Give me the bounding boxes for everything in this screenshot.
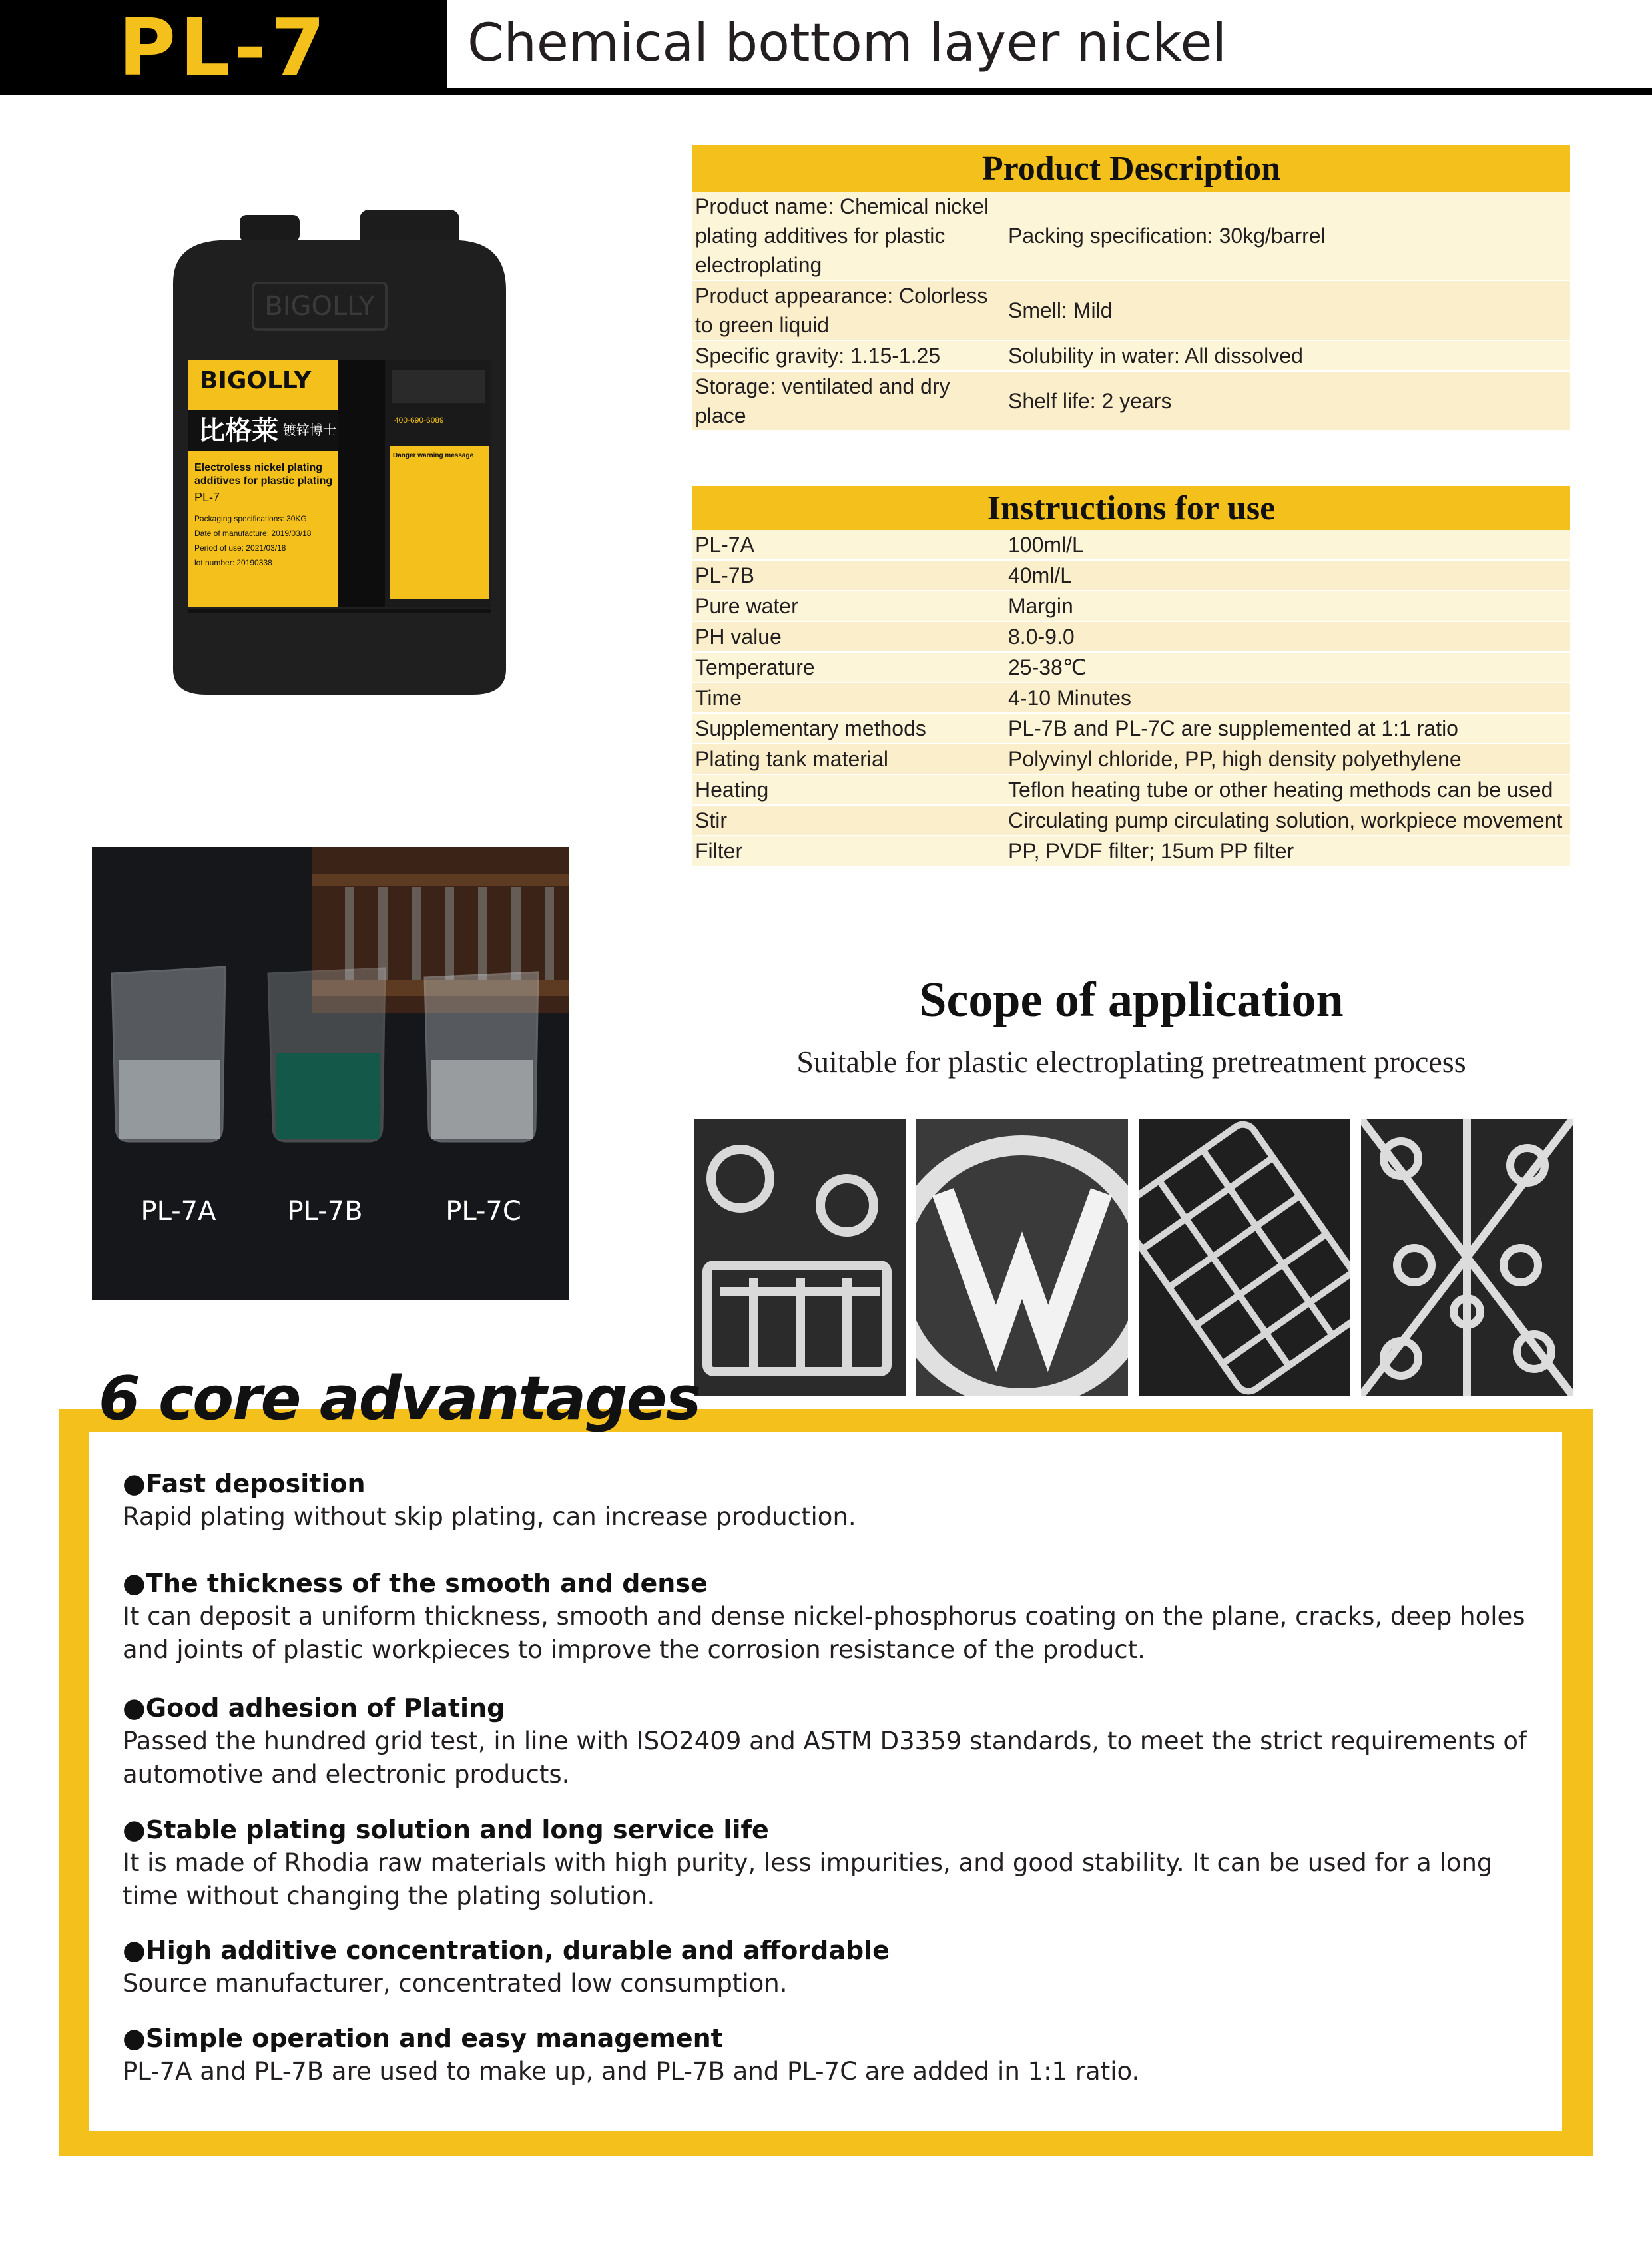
advantage-item xyxy=(123,1467,1534,1534)
canister-brand: BIGOLLY xyxy=(200,367,312,394)
table-row xyxy=(692,560,1570,591)
beaker-label-b: PL-7B xyxy=(287,1196,363,1227)
table-cell: Solubility in water: All dissolved xyxy=(1005,340,1570,371)
instructions-title: Instructions for use xyxy=(692,486,1570,530)
table-row xyxy=(692,280,1570,340)
scope-title: Scope of application xyxy=(919,973,1344,1027)
bullet-icon: ● xyxy=(123,1935,146,1966)
advantage-text: PL-7A and PL-7B are used to make up, and PL-7B and PL-7C are added in 1:1 ratio. xyxy=(123,2057,1140,2086)
canister-manufacture-date: Date of manufacture: 2019/03/18 xyxy=(194,529,312,538)
table-cell: Heating xyxy=(692,774,1005,805)
advantage-text: Passed the hundred grid test, in line with ISO2409 and ASTM D3359 standards, to meet the strict requirements of automotive and electronic products. xyxy=(123,1727,1527,1789)
header-rule xyxy=(447,88,1652,95)
product-code: PL-7 xyxy=(118,1,330,93)
table-cell: Filter xyxy=(692,836,1005,866)
plated-parts-photo-3 xyxy=(1139,1119,1350,1396)
table-row xyxy=(692,713,1570,744)
advantage-text: Rapid plating without skip plating, can increase production. xyxy=(123,1502,856,1531)
table-cell: Shelf life: 2 years xyxy=(1005,371,1570,430)
table-cell: Supplementary methods xyxy=(692,713,1005,744)
canister-product-line2: additives for plastic plating xyxy=(194,475,333,487)
product-description-table xyxy=(692,145,1570,430)
bullet-icon: ● xyxy=(123,1693,146,1723)
canister-model: PL-7 xyxy=(194,491,220,504)
table-row xyxy=(692,371,1570,430)
scope-subtitle: Suitable for plastic electroplating pretreatment process xyxy=(796,1045,1466,1079)
canister-packaging: Packaging specifications: 30KG xyxy=(194,514,307,523)
plated-parts-photo-4 xyxy=(1361,1119,1573,1396)
table-cell: Stir xyxy=(692,805,1005,836)
table-cell: Temperature xyxy=(692,652,1005,683)
table-row xyxy=(692,836,1570,866)
advantage-text: It is made of Rhodia raw materials with high purity, less impurities, and good stability. It can be used for a long time without changing the plating solution. xyxy=(123,1848,1493,1910)
table-cell: Product name: Chemical nickel plating additives for plastic electroplating xyxy=(695,194,989,277)
table-row xyxy=(692,744,1570,774)
table-row xyxy=(692,192,1570,280)
canister-lot: lot number: 20190338 xyxy=(194,558,272,567)
bullet-icon: ● xyxy=(123,1815,146,1845)
advantage-item xyxy=(123,1813,1534,1913)
advantage-text: Source manufacturer, concentrated low consumption. xyxy=(123,1969,788,1998)
advantage-heading: High additive concentration, durable and affordable xyxy=(145,1936,890,1965)
table-cell: PL-7A xyxy=(695,533,754,557)
table-row xyxy=(692,530,1570,560)
beakers-photo xyxy=(92,847,569,1300)
table-cell: Smell: Mild xyxy=(1005,280,1570,340)
canister-phone: 400-690-6089 xyxy=(394,416,444,425)
table-cell: Specific gravity: 1.15-1.25 xyxy=(692,340,1005,371)
advantages-title: 6 core advantages xyxy=(99,1364,700,1434)
table-cell: PL-7B and PL-7C are supplemented at 1:1 ratio xyxy=(1005,713,1570,744)
table-cell: Pure water xyxy=(692,591,1005,621)
table-row xyxy=(692,591,1570,621)
advantage-item xyxy=(123,1691,1534,1791)
plated-parts-photo-1 xyxy=(694,1119,906,1396)
advantage-heading: Fast deposition xyxy=(145,1469,366,1498)
advantage-item xyxy=(123,1934,1534,2000)
plated-parts-photo-2 xyxy=(916,1119,1128,1396)
table-row xyxy=(692,805,1570,836)
advantage-item xyxy=(123,2022,1534,2088)
canister-embossed-brand: BIGOLLY xyxy=(264,291,375,322)
product-canister-image xyxy=(160,210,519,696)
bullet-icon: ● xyxy=(123,1468,146,1499)
bullet-icon: ● xyxy=(123,1568,146,1599)
advantage-heading: Simple operation and easy management xyxy=(145,2024,723,2053)
table-cell: Circulating pump circulating solution, workpiece movement xyxy=(1005,805,1570,836)
table-row xyxy=(692,652,1570,683)
table-cell: 8.0-9.0 xyxy=(1005,621,1570,652)
table-cell: Packing specification: 30kg/barrel xyxy=(1008,224,1326,248)
bullet-icon: ● xyxy=(123,2023,146,2054)
table-cell: 25-38℃ xyxy=(1005,652,1570,683)
table-cell: Time xyxy=(692,683,1005,713)
advantage-heading: Good adhesion of Plating xyxy=(145,1693,505,1723)
instructions-table xyxy=(692,486,1570,866)
table-cell: Teflon heating tube or other heating methods can be used xyxy=(1005,774,1570,805)
canister-product-line1: Electroless nickel plating xyxy=(194,462,323,473)
advantage-item xyxy=(123,1567,1534,1667)
table-cell: Margin xyxy=(1005,591,1570,621)
beaker-label-a: PL-7A xyxy=(140,1196,216,1227)
table-row xyxy=(692,774,1570,805)
canister-chinese-name: 比格莱 xyxy=(198,416,278,446)
table-row xyxy=(692,340,1570,371)
table-cell: 100ml/L xyxy=(1008,533,1084,557)
canister-period: Period of use: 2021/03/18 xyxy=(194,543,286,553)
table-cell: PP, PVDF filter; 15um PP filter xyxy=(1005,836,1570,866)
advantage-text: It can deposit a uniform thickness, smooth and dense nickel-phosphorus coating on the plane, cracks, deep holes and joints of plastic workpieces to improve the corrosion resistance of the product. xyxy=(123,1602,1525,1664)
table-cell: Polyvinyl chloride, PP, high density polyethylene xyxy=(1005,744,1570,774)
table-cell: PH value xyxy=(692,621,1005,652)
page-title: Chemical bottom layer nickel xyxy=(467,13,1227,73)
table-cell: PL-7B xyxy=(692,560,1005,591)
advantage-heading: The thickness of the smooth and dense xyxy=(145,1569,708,1598)
beaker-label-c: PL-7C xyxy=(445,1196,521,1227)
table-cell: Plating tank material xyxy=(692,744,1005,774)
table-cell: Storage: ventilated and dry place xyxy=(692,371,1005,430)
table-cell: Product appearance: Colorless to green liquid xyxy=(692,280,1005,340)
product-description-title: Product Description xyxy=(692,145,1570,192)
canister-chinese-tag: 镀锌博士 xyxy=(283,422,336,438)
table-cell: 4-10 Minutes xyxy=(1005,683,1570,713)
advantage-heading: Stable plating solution and long service life xyxy=(145,1815,769,1844)
table-row xyxy=(692,621,1570,652)
table-row xyxy=(692,683,1570,713)
table-cell: 40ml/L xyxy=(1005,560,1570,591)
canister-warning: Danger warning message xyxy=(393,452,474,459)
